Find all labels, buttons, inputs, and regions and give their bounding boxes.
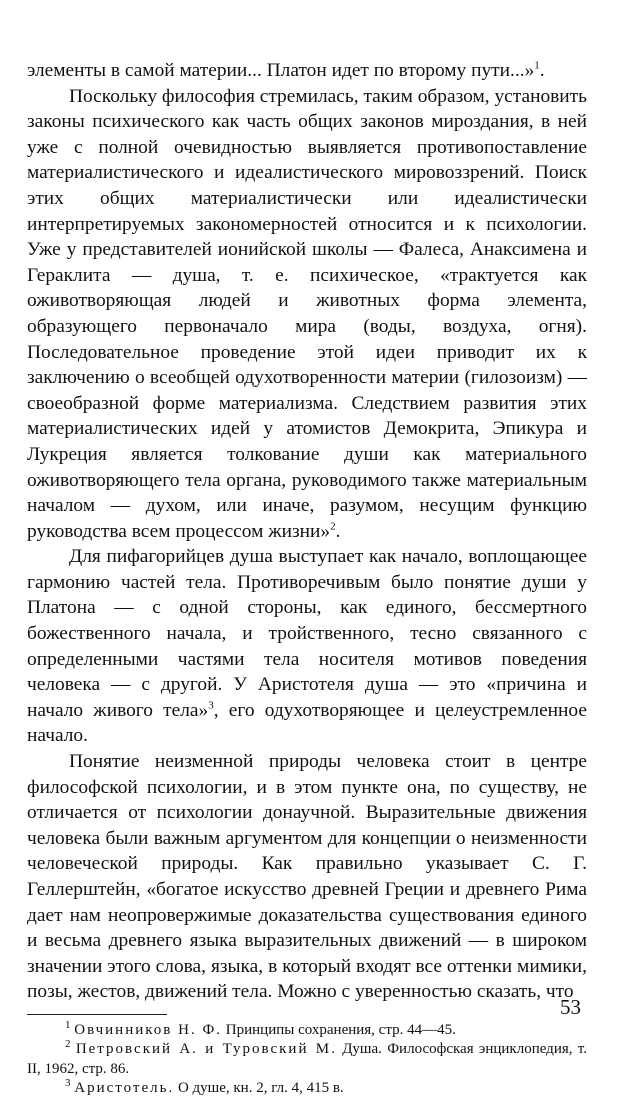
- footnote-author: Петровский А. и Туровский М.: [75, 1041, 337, 1058]
- footnote-ref-3: 3: [208, 699, 214, 712]
- body-text: [27, 58, 587, 1005]
- paragraph-3: Для пифагорийцев душа выступает как начало, воплощающее гармонию частей тела. Противоречивым было понятие души у Платона — с одной стороны, как единого, бессмертного божественного начала, и тройственного, тесно связанного с определенными частями тела носителя мотивов поведения человека — с другой. У Аристотеля душа — это «причина и начало живого тела»$^3$, его одухотворяющее и целеустремленное начало.: [27, 546, 587, 747]
- page-number: 53: [560, 995, 581, 1019]
- footnote-author: Аристотель.: [74, 1080, 175, 1097]
- paragraph-1: элементы в самой материи... Платон идет по второму пути...»$^1$.: [27, 59, 545, 81]
- footnote-divider: [27, 1014, 167, 1015]
- footnote-ref-1: 1: [534, 59, 540, 72]
- paragraph-2: Поскольку философия стремилась, таким образом, установить законы психического как часть общих законов мироздания, в ней уже с полной очевидностью выявляется противопоставление материалистического и идеалистического мировоззрений. Поиск этих общих материалистически или идеалистически интерпретируемых закономерностей относится и к психологии. Уже у представителей ионийской школы — Фалеса, Анаксимена и Гераклита — душа, т. е. психическое, «трактуется как оживотворяющая людей и животных форма элемента, образующего первоначало мира (воды, воздуха, огня). Последовательное проведение этой идеи приводит их к заключению о всеобщей одухотворенности материи (гилозоизм) — своеобразной форме материализма. Следствием развития этих материалистических идей у атомистов Демокрита, Эпикура и Лукреция является толкование души как материального оживотворяющего тела органа, руководимого также материальным началом — духом, или иначе, разумом, несущим функцию руководства всем процессом жизни»$^2$.: [27, 85, 587, 542]
- footnote-author: Овчинников Н. Ф.: [74, 1021, 223, 1038]
- footnotes: [27, 1018, 587, 1099]
- page: [27, 58, 587, 1099]
- footnote-2: $^2$ Петровский А. и Туровский М. Душа. Философская энциклопедия, т. II, 1962, стр. 86.: [27, 1038, 587, 1077]
- paragraph-4: Понятие неизменной природы человека стоит в центре философской психологии, и в этом пункте она, по существу, не отличается от психологии донаучной. Выразительные движения человека были важным аргументом для концепции о неизменности человеческой природы. Как правильно указывает С. Г. Геллерштейн, «богатое искусство древней Греции и древнего Рима дает нам неопровержимые доказательства существования единого и весьма древнего языка выразительных движений — в широком значении этого слова, языка, в который входят все оттенки мимики, позы, жестов, движений тела. Можно с уверенностью сказать, что: [27, 751, 587, 1003]
- footnote-3: $^3$ Аристотель. О душе, кн. 2, гл. 4, 415 в.: [65, 1077, 344, 1097]
- footnote-1: $^1$ Овчинников Н. Ф. Принципы сохранения, стр. 44—45.: [65, 1018, 456, 1038]
- footnote-ref-2: 2: [330, 520, 336, 533]
